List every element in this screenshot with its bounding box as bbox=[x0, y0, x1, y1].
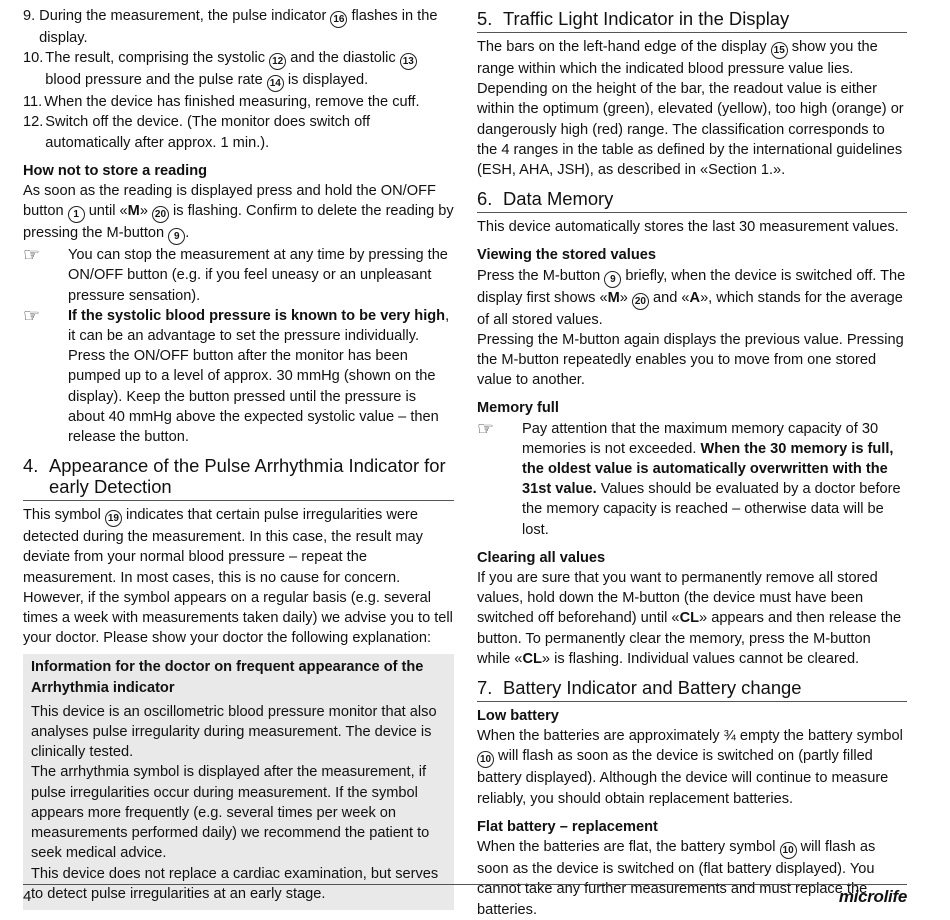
right-column bbox=[477, 6, 907, 920]
callout-19: 19 bbox=[105, 510, 122, 527]
callout-10: 10 bbox=[477, 751, 494, 768]
callout-1: 1 bbox=[68, 206, 85, 223]
callout-16: 16 bbox=[330, 11, 347, 28]
low-battery-heading: Low battery bbox=[477, 708, 559, 725]
step-9 bbox=[23, 6, 454, 48]
callout-15: 15 bbox=[771, 42, 788, 59]
step-number: 12. bbox=[23, 114, 44, 131]
viewing-values-text-2: Pressing the M-button again displays the previous value. Pressing the M-button repeatedly enables you to move from one stored value to another. bbox=[477, 331, 904, 389]
callout-14: 14 bbox=[267, 75, 284, 92]
how-not-to-store-heading: How not to store a reading bbox=[23, 162, 208, 179]
low-battery-text: When the batteries are approximately ¾ empty the battery symbol 10 will flash as soon as the device is switched on (partly filled battery displayed). Although the device will continue to measure reliably, you should obtain replacement batteries. bbox=[477, 728, 903, 807]
doctor-info-title: Information for the doctor on frequent appearance of the Arrhythmia indicator bbox=[31, 659, 424, 696]
clearing-values-heading: Clearing all values bbox=[477, 549, 606, 566]
section-6-heading: 6. Data Memory bbox=[477, 188, 907, 213]
flat-battery-text: When the batteries are flat, the battery symbol 10 will flash as soon as the device is switched on (flat battery displayed). You cannot take any further measurements and must replace the batteries. bbox=[477, 839, 876, 918]
callout-9: 9 bbox=[168, 228, 185, 245]
callout-12: 12 bbox=[269, 53, 286, 70]
viewing-values-text: Press the M-button 9 briefly, when the device is switched off. The display first shows «M» 20 and «A», which stands for the average of all stored values. bbox=[477, 267, 906, 328]
left-column bbox=[23, 6, 454, 910]
callout-20: 20 bbox=[152, 206, 169, 223]
how-not-to-store-text: As soon as the reading is displayed press and hold the ON/OFF button 1 until «M» 20 is flashing. Confirm to delete the reading by pressing the M-button 9 . bbox=[23, 181, 454, 245]
doctor-info-box bbox=[23, 654, 454, 909]
step-number: 11. bbox=[23, 94, 43, 111]
section-6-intro: This device automatically stores the last 30 measurement values. bbox=[477, 219, 899, 236]
callout-13: 13 bbox=[400, 53, 417, 70]
memory-full-heading: Memory full bbox=[477, 400, 559, 417]
note-high-systolic: ☞ If the systolic blood pressure is known to be very high, it can be an advantage to set the pressure individually. Press the ON/OFF button after the monitor has been pumped up to a level of approx. 30 mmHg (shown on the display). Keep the button pressed until the pressure is about 40 mmHg above the expected systolic value – then release the button. bbox=[23, 306, 454, 447]
callout-10: 10 bbox=[780, 842, 797, 859]
step-number: 10. bbox=[23, 50, 44, 67]
callout-9: 9 bbox=[604, 271, 621, 288]
step-text: During the measurement, the pulse indicator 16 flashes in the display. bbox=[39, 8, 438, 46]
step-12 bbox=[23, 112, 454, 152]
section-7-heading: 7. Battery Indicator and Battery change bbox=[477, 677, 907, 702]
section-5-heading: 5. Traffic Light Indicator in the Display bbox=[477, 8, 907, 33]
callout-20: 20 bbox=[632, 293, 649, 310]
doctor-info-p1: This device is an oscillometric blood pressure monitor that also analyses pulse irregularity during measurement. The device is clinically tested. bbox=[31, 703, 437, 761]
pointing-hand-icon: ☞ bbox=[23, 305, 41, 327]
step-text: The result, comprising the systolic 12 and the diastolic 13 blood pressure and the pulse rate 14 is displayed. bbox=[43, 48, 454, 92]
viewing-values-heading: Viewing the stored values bbox=[477, 247, 656, 264]
doctor-info-p2: The arrhythmia symbol is displayed after the measurement, if pulse irregularities occur during measurement. If the symbol appears more frequently (e.g. several times per week on measurements performed daily) we recommend the patient to seek medical advice. bbox=[31, 764, 430, 862]
pointing-hand-icon: ☞ bbox=[477, 418, 495, 440]
page-footer bbox=[23, 884, 907, 906]
step-11 bbox=[23, 92, 454, 112]
section-5-text: The bars on the left-hand edge of the display 15 show you the range within which the indicated blood pressure value lies. Depending on the height of the bar, the readout value is either within the optimum (green), elevated (yellow), too high (orange) or dangerously high (red) range. The classification corresponds to the 4 ranges in the table as defined by the international guidelines (ESH, AHA, JSH), as described in «Section 1.». bbox=[477, 39, 904, 179]
page-number: 4 bbox=[23, 888, 32, 905]
step-text: When the device has finished measuring, remove the cuff. bbox=[44, 94, 420, 111]
step-number: 9. bbox=[23, 8, 36, 24]
note-stop-measurement: ☞ You can stop the measurement at any time by pressing the ON/OFF button (e.g. if you feel uneasy or an unpleasant pressure sensation). bbox=[23, 245, 454, 306]
step-text: Switch off the device. (The monitor does switch off automatically after approx. 1 min.). bbox=[45, 114, 371, 151]
clearing-values-text: If you are sure that you want to permanently remove all stored values, hold down the M-button (the device must have been switched off beforehand) until «CL» appears and then release the button. To permanently clear the memory, press the M-button while «CL» is flashing. Individual values cannot be cleared. bbox=[477, 570, 902, 667]
doctor-info-p3: This device does not replace a cardiac examination, but serves to detect pulse irregularities at an early stage. bbox=[31, 865, 439, 902]
flat-battery-heading: Flat battery – replacement bbox=[477, 818, 658, 835]
step-10 bbox=[23, 48, 454, 92]
section-4-heading: 4. Appearance of the Pulse Arrhythmia Indicator for early Detection bbox=[23, 455, 454, 501]
note-memory-full: ☞ Pay attention that the maximum memory capacity of 30 memories is not exceeded. When the 30 memory is full, the oldest value is automatically overwritten with the 31st value. Values should be evaluated by a doctor before the memory capacity is reached – otherwise data will be lost. bbox=[477, 419, 907, 540]
pointing-hand-icon: ☞ bbox=[23, 245, 41, 267]
brand-logo: microlife bbox=[838, 887, 907, 906]
section-4-text: This symbol 19 indicates that certain pulse irregularities were detected during the measurement. In this case, the result may deviate from your normal blood pressure – repeat the measurement. In most cases, this is no cause for concern. However, if the symbol appears on a regular basis (e.g. several times a week with measurements taken daily) we advise you to tell your doctor. Please show your doctor the following explanation: bbox=[23, 507, 453, 647]
